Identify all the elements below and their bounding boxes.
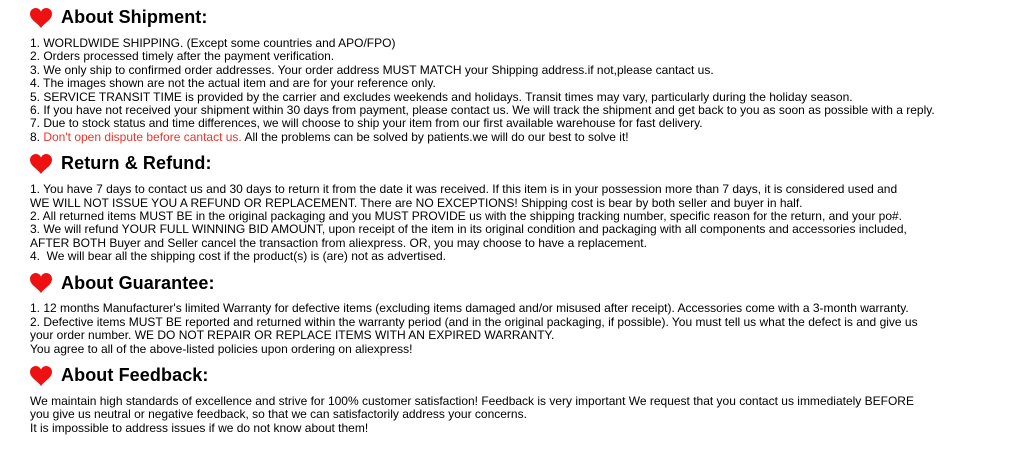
section-feedback-heading bbox=[30, 364, 1016, 388]
policy-line: you give us neutral or negative feedback, so that we can satisfactorily address your concerns. bbox=[30, 407, 527, 422]
heart-icon bbox=[30, 8, 52, 28]
section-shipment-heading bbox=[30, 6, 1016, 30]
section-shipment-body bbox=[30, 37, 1016, 144]
policy-line: 5. SERVICE TRANSIT TIME is provided by the carrier and excludes weekends and holidays. Transit times may vary, particularly during the holiday season. bbox=[30, 89, 853, 104]
section-title: About Feedback: bbox=[61, 365, 209, 386]
policy-line: 1. You have 7 days to contact us and 30 days to return it from the date it was received. If this item is in your possession more than 7 days, it is considered used and bbox=[30, 182, 898, 197]
policy-line: AFTER BOTH Buyer and Seller cancel the transaction from aliexpress. OR, you may choose to have a replacement. bbox=[30, 235, 647, 250]
policy-line: 3. We will refund YOUR FULL WINNING BID AMOUNT, upon receipt of the item in its original condition and packaging with all components and accessories included, bbox=[30, 222, 907, 237]
policy-line: 2. Orders processed timely after the payment verification. bbox=[30, 49, 335, 64]
section-title: About Shipment: bbox=[61, 7, 208, 28]
policy-line: 2. All returned items MUST BE in the original packaging and you MUST PROVIDE us with the shipping tracking number, specific reason for the return, and your po#. bbox=[30, 208, 902, 223]
heart-icon bbox=[30, 273, 52, 293]
warning-number: 8. bbox=[30, 129, 44, 144]
heart-icon bbox=[30, 154, 52, 174]
policy-line: 4. The images shown are not the actual item and are for your reference only. bbox=[30, 76, 436, 91]
policy-line: We maintain high standards of excellence and strive for 100% customer satisfaction! Feedback is very important We request that you contact us immediately BEFORE bbox=[30, 394, 914, 409]
policy-line: It is impossible to address issues if we do not know about them! bbox=[30, 420, 369, 435]
policy-line: 1. WORLDWIDE SHIPPING. (Except some countries and APO/FPO) bbox=[30, 36, 396, 50]
section-title: Return & Refund: bbox=[61, 153, 212, 174]
policy-line: 7. Due to stock status and time differences, we will choose to ship your item from our first available warehouse for fast delivery. bbox=[30, 116, 703, 131]
section-return-refund-body bbox=[30, 183, 1016, 263]
policy-line: 6. If you have not received your shipment within 30 days from payment, please contact us. We will track the shipment and get back to you as soon as possible with a reply. bbox=[30, 102, 935, 117]
section-guarantee bbox=[30, 271, 1016, 356]
policy-line: 1. 12 months Manufacturer's limited Warranty for defective items (excluding items damaged and/or misused after receipt). Accessories come with a 3-month warranty. bbox=[30, 301, 909, 316]
policy-line: You agree to all of the above-listed policies upon ordering on aliexpress! bbox=[30, 341, 413, 356]
section-shipment bbox=[30, 6, 1016, 144]
policy-line: 2. Defective items MUST BE reported and returned within the warranty period (and in the original packaging, if possible). You must tell us what the defect is and give us bbox=[30, 314, 918, 329]
policy-line: WE WILL NOT ISSUE YOU A REFUND OR REPLACEMENT. There are NO EXCEPTIONS! Shipping cost is bear by both seller and buyer in half. bbox=[30, 195, 803, 210]
warning-red-text: Don't open dispute before cantact us. bbox=[43, 129, 242, 144]
section-return-refund bbox=[30, 152, 1016, 263]
section-title: About Guarantee: bbox=[61, 272, 215, 293]
section-return-refund-heading bbox=[30, 152, 1016, 176]
policy-line-dispute-warning bbox=[30, 131, 1016, 144]
section-guarantee-body bbox=[30, 302, 1016, 356]
section-feedback-body bbox=[30, 395, 1016, 435]
policy-line: 4. We will bear all the shipping cost if the product(s) is (are) not as advertised. bbox=[30, 249, 446, 264]
section-feedback bbox=[30, 364, 1016, 435]
warning-rest-text: All the problems can be solved by patients.we will do our best to solve it! bbox=[241, 129, 629, 144]
policy-line: your order number. WE DO NOT REPAIR OR REPLACE ITEMS WITH AN EXPIRED WARRANTY. bbox=[30, 328, 555, 343]
section-guarantee-heading bbox=[30, 271, 1016, 295]
policy-line: 3. We only ship to confirmed order addresses. Your order address MUST MATCH your Shipping address.if not,please cantact us. bbox=[30, 62, 714, 77]
heart-icon bbox=[30, 366, 52, 386]
